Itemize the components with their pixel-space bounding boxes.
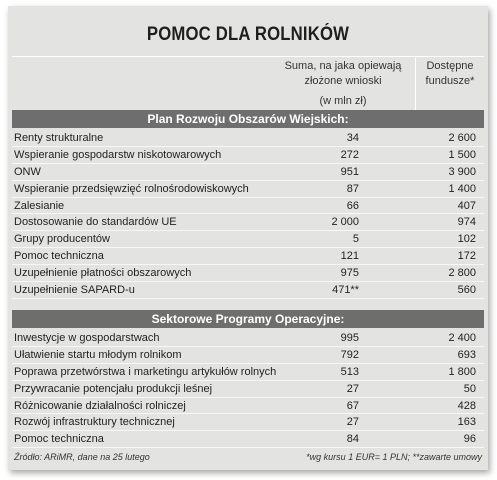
row-label: Pomoc techniczna <box>14 433 104 446</box>
submitted-value: 87 <box>346 182 359 195</box>
submitted-value: 471** <box>332 284 359 297</box>
column-header-submitted: Suma, na jaka opiewają złożone wnioski <box>284 60 402 87</box>
table-row <box>12 198 484 215</box>
row-label: Wspieranie przedsięwzięć rolnośrodowiskowych <box>14 182 249 195</box>
row-label: Uzupełnienie płatności obszarowych <box>14 267 192 280</box>
table-row <box>12 265 484 282</box>
table-row <box>12 248 484 265</box>
available-value: 1 800 <box>448 365 476 378</box>
submitted-value: 2 000 <box>331 216 359 229</box>
row-label: Pomoc techniczna <box>14 250 104 263</box>
table-row <box>12 414 484 431</box>
table-card <box>8 6 488 470</box>
table-row <box>12 381 484 398</box>
submitted-value: 792 <box>340 348 359 361</box>
table-row <box>12 330 484 347</box>
row-label: Ułatwienie startu młodym rolnikom <box>14 348 182 361</box>
unit-label: (w mln zł) <box>319 95 367 107</box>
available-value: 3 900 <box>448 165 476 178</box>
available-value: 2 400 <box>448 332 476 344</box>
available-value: 96 <box>463 433 476 446</box>
available-value: 172 <box>457 250 476 263</box>
submitted-value: 951 <box>340 165 359 178</box>
submitted-value: 66 <box>346 199 359 212</box>
source-note: Źródło: ARiMR, dane na 25 lutego <box>14 452 150 462</box>
available-value: 1 400 <box>448 182 476 195</box>
table-row <box>12 398 484 415</box>
available-value: 163 <box>457 416 476 429</box>
table-row <box>12 130 484 147</box>
available-value: 560 <box>457 284 476 297</box>
row-label: Grupy producentów <box>14 233 110 246</box>
section-header-spo: Sektorowe Programy Operacyjne: <box>12 310 484 328</box>
column-header-available: Dostępne fundusze* <box>425 60 475 87</box>
available-value: 1 500 <box>448 148 476 161</box>
table-row <box>12 431 484 448</box>
row-label: Rozwój infrastruktury technicznej <box>14 416 175 429</box>
submitted-value: 121 <box>340 250 359 263</box>
available-value: 407 <box>457 199 476 212</box>
table-row <box>12 347 484 364</box>
submitted-value: 975 <box>340 267 359 280</box>
table-row <box>12 181 484 198</box>
available-value: 2 600 <box>448 132 476 144</box>
row-label: Inwestycje w gospodarstwach <box>14 332 160 344</box>
table-row <box>12 282 484 299</box>
available-value: 2 800 <box>448 267 476 280</box>
submitted-value: 34 <box>346 132 359 144</box>
table-row <box>12 147 484 164</box>
submitted-value: 513 <box>340 365 359 378</box>
available-value: 428 <box>457 399 476 412</box>
row-label: Wspieranie gospodarstw niskotowarowych <box>14 148 222 161</box>
available-value: 974 <box>457 216 476 229</box>
available-value: 102 <box>457 233 476 246</box>
available-value: 50 <box>463 382 476 395</box>
submitted-value: 27 <box>346 382 359 395</box>
table-row <box>12 231 484 248</box>
table-row <box>12 214 484 231</box>
submitted-value: 995 <box>340 332 359 344</box>
row-label: Renty strukturalne <box>14 132 104 144</box>
row-label: Uzupełnienie SAPARD-u <box>14 284 135 297</box>
row-label: Różnicowanie działalności rolniczej <box>14 399 186 412</box>
row-label: Dostosowanie do standardów UE <box>14 216 177 229</box>
row-label: Przywracanie potencjału produkcji leśnej <box>14 382 213 395</box>
row-label: Zalesianie <box>14 199 65 212</box>
submitted-value: 27 <box>346 416 359 429</box>
section-header-prow: Plan Rozwoju Obszarów Wiejskich: <box>12 110 484 128</box>
available-value: 693 <box>457 348 476 361</box>
submitted-value: 272 <box>340 148 359 161</box>
section-prow-rows <box>12 130 484 299</box>
row-label: ONW <box>14 165 41 178</box>
section-spo-rows <box>12 330 484 448</box>
table-row <box>12 164 484 181</box>
submitted-value: 84 <box>346 433 359 446</box>
divider <box>12 56 484 57</box>
table-title: POMOC DLA ROLNIKÓW <box>146 24 350 45</box>
row-label: Poprawa przetwórstwa i marketingu artykułów rolnych <box>14 365 277 378</box>
submitted-value: 67 <box>346 399 359 412</box>
footnote: *wg kursu 1 EUR= 1 PLN; **zawarte umowy <box>306 452 482 462</box>
submitted-value: 5 <box>352 233 359 246</box>
table-row <box>12 364 484 381</box>
